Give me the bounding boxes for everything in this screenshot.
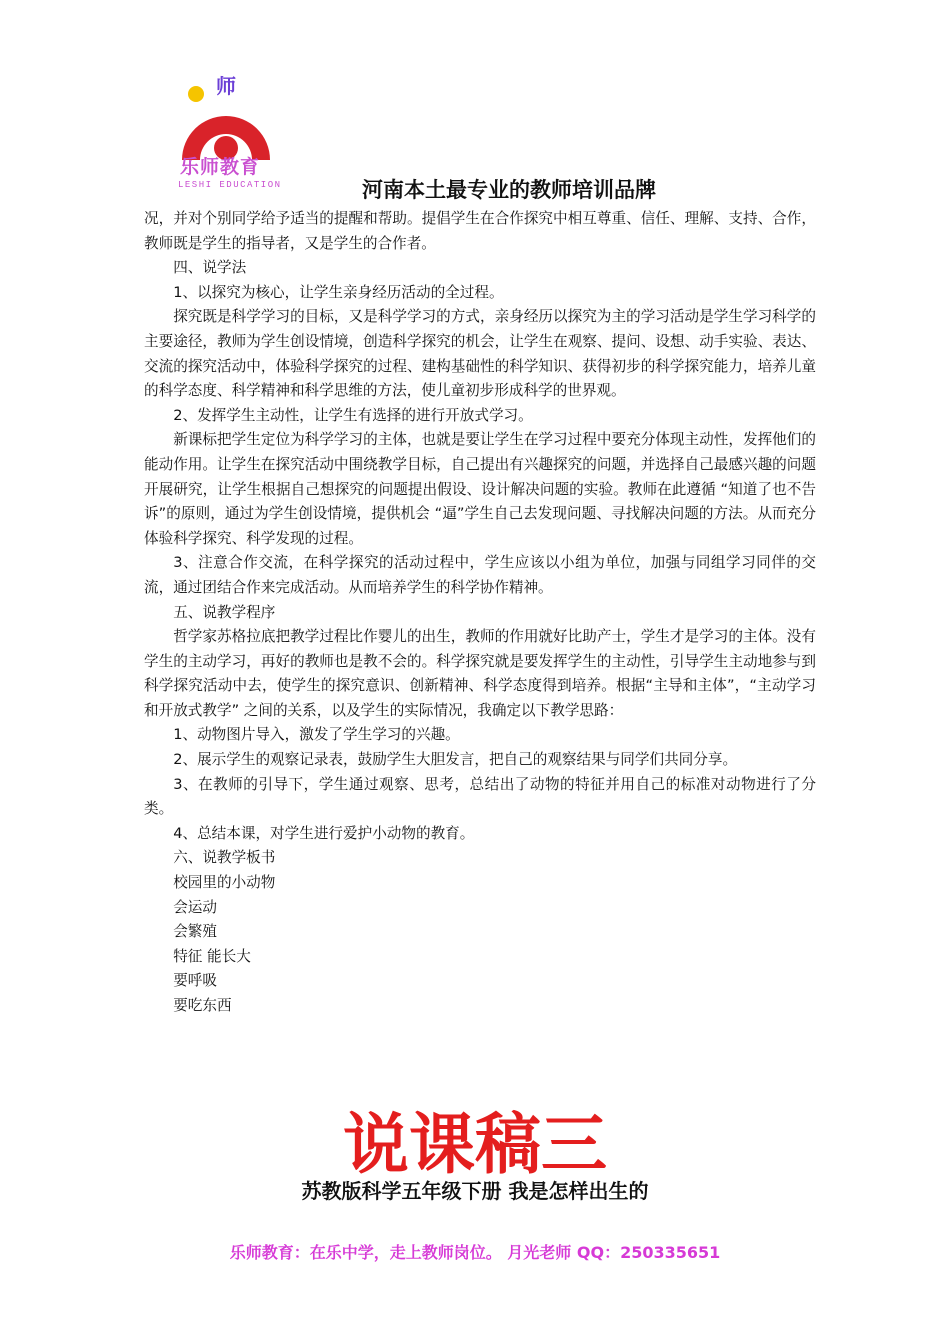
subtitle: 苏教版科学五年级下册 我是怎样出生的 bbox=[301, 1179, 649, 1203]
paragraph: 4、总结本课，对学生进行爱护小动物的教育。 bbox=[173, 824, 475, 842]
document-body bbox=[144, 207, 816, 1019]
header-slogan: 河南本土最专业的教师培训品牌 bbox=[362, 178, 656, 202]
footer-text: 乐师教育：在乐中学，走上教师岗位。 月光老师 QQ：250335651 bbox=[229, 1243, 721, 1262]
board-line: 会繁殖 bbox=[173, 923, 217, 941]
board-line: 特征 能长大 bbox=[173, 947, 251, 965]
paragraph: 2、发挥学生主动性，让学生有选择的进行开放式学习。 bbox=[173, 406, 533, 424]
board-line: 要呼吸 bbox=[173, 972, 217, 990]
section-heading: 六、说教学板书 bbox=[173, 849, 276, 867]
board-line: 要吃东西 bbox=[173, 997, 232, 1014]
section-heading: 五、说教学程序 bbox=[173, 603, 276, 621]
paragraph: 3、在教师的引导下，学生通过观察、思考，总结出了动物的特征并用自己的标准对动物进行了分类。 bbox=[144, 775, 816, 818]
paragraph: 哲学家苏格拉底把教学过程比作婴儿的出生，教师的作用就好比助产士，学生才是学习的主体。没有学生的主动学习，再好的教师也是教不会的。科学探究就是要发挥学生的主动性，引导学生主动地参与到科学探究活动中去，使学生的探究意识、创新精神、科学态度得到培养。根据“主导和主体”，“主动学习和开放式教学” 之间的关系，以及学生的实际情况，我确定以下教学思路： bbox=[144, 628, 816, 719]
brand-logo bbox=[172, 70, 282, 195]
board-line: 会运动 bbox=[173, 898, 217, 916]
paragraph: 况，并对个别同学给予适当的提醒和帮助。提倡学生在合作探究中相互尊重、信任、理解、支持、合作，教师既是学生的指导者，又是学生的合作者。 bbox=[144, 210, 816, 252]
logo-char: 师 bbox=[216, 74, 236, 98]
logo-name: 乐师教育 bbox=[180, 156, 261, 178]
big-title: 说课稿三 bbox=[343, 1105, 607, 1183]
paragraph: 3、注意合作交流，在科学探究的活动过程中，学生应该以小组为单位，加强与同组学习同伴的交流，通过团结合作来完成活动。从而培养学生的科学协作精神。 bbox=[144, 554, 816, 596]
paragraph: 新课标把学生定位为科学学习的主体，也就是要让学生在学习过程中要充分体现主动性，发挥他们的能动作用。让学生在探究活动中围绕教学目标，自己提出有兴趣探究的问题，并选择自己最感兴趣的问题开展研究，让学生根据自己想探究的问题提出假设、设计解决问题的实验。教师在此遵循 “知道了也不告诉”的原则，通过为学生创设情境，提供机会 “逼”学生自己去发现问题、寻找解决问题的方法。从而充分体验科学探究、科学发现的过程。 bbox=[144, 431, 816, 547]
paragraph: 1、以探究为核心，让学生亲身经历活动的全过程。 bbox=[173, 283, 504, 301]
logo-dot bbox=[188, 86, 204, 102]
paragraph: 1、动物图片导入，激发了学生学习的兴趣。 bbox=[173, 726, 460, 744]
paragraph: 2、展示学生的观察记录表，鼓励学生大胆发言，把自己的观察结果与同学们共同分享。 bbox=[173, 751, 738, 769]
section-heading: 四、说学法 bbox=[173, 259, 247, 277]
board-line: 校园里的小动物 bbox=[173, 874, 276, 892]
logo-english: LESHI EDUCATION bbox=[178, 180, 282, 190]
paragraph: 探究既是科学学习的目标，又是科学学习的方式，亲身经历以探究为主的学习活动是学生学习科学的主要途径，教师为学生创设情境，创造科学探究的机会，让学生在观察、提问、设想、动手实验、表达、交流的探究活动中，体验科学探究的过程、建构基础性的科学知识、获得初步的科学探究能力，培养儿童的科学态度、科学精神和科学思维的方法，使儿童初步形成科学的世界观。 bbox=[144, 308, 816, 400]
